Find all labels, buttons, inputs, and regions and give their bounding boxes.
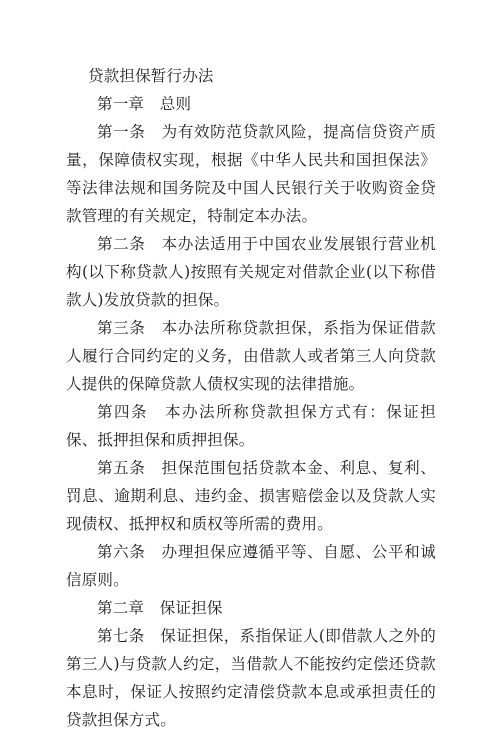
chapter-2-heading: 第二章 保证担保 [97,599,223,617]
article-7: 第七条 保证担保，系指保证人(即借款人之外的第三人)与贷款人约定，当借款人不能按约定偿还贷款本息时，保证人按照约定清偿贷款本息或承担责任的贷款担保方式。 [66,627,436,729]
article-4: 第四条 本办法所称贷款担保方式有：保证担保、抵押担保和质押担保。 [66,403,436,449]
chapter-1-heading: 第一章 总则 [97,95,192,113]
article-3: 第三条 本办法所称贷款担保，系指为保证借款人履行合同约定的义务，由借款人或者第三人向贷款人提供的保障贷款人债权实现的法律措施。 [66,319,436,393]
article-6: 第六条 办理担保应遵循平等、自愿、公平和诚信原则。 [66,543,436,589]
article-1: 第一条 为有效防范贷款风险，提高信贷资产质量，保障债权实现，根据《中华人民共和国担保法》等法律法规和国务院及中国人民银行关于收购资金贷款管理的有关规定，特制定本办法。 [66,123,436,225]
article-5: 第五条 担保范围包括贷款本金、利息、复利、罚息、逾期利息、违约金、损害赔偿金以及贷款人实现债权、抵押权和质权等所需的费用。 [66,459,436,533]
document-title: 贷款担保暂行办法 [88,67,214,85]
article-2: 第二条 本办法适用于中国农业发展银行营业机构(以下称贷款人)按照有关规定对借款企业(以下称借款人)发放贷款的担保。 [66,235,436,309]
